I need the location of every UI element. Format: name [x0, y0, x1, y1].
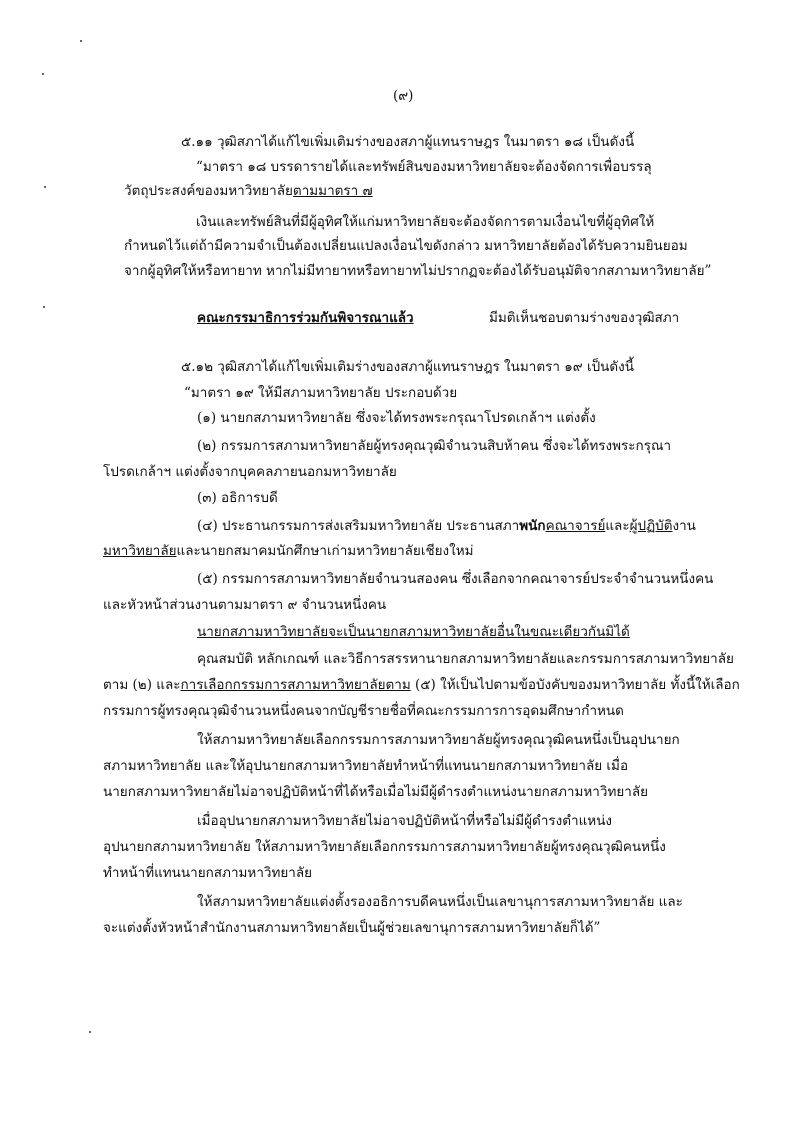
paragraph-line: เมื่ออุปนายกสภามหาวิทยาลัยไม่อาจปฏิบัติหน้าที่หรือไม่มีผู้ดำรงตำแหน่ง: [197, 813, 613, 829]
paragraph-line: ทำหน้าที่แทนนายกสภามหาวิทยาลัย: [103, 865, 313, 881]
list-item: (๑) นายกสภามหาวิทยาลัย ซึ่งจะได้ทรงพระกรุณาโปรดเกล้าฯ แต่งตั้ง: [197, 410, 596, 426]
section-5-11-text: “มาตรา ๑๘ บรรดารายได้และทรัพย์สินของมหาวิทยาลัยจะต้องจัดการเพื่อบรรลุ: [196, 159, 652, 175]
list-item: (๒) กรรมการสภามหาวิทยาลัยผู้ทรงคุณวุฒิจำนวนสิบห้าคน ซึ่งจะได้ทรงพระกรุณา: [197, 438, 672, 454]
paragraph-line: [103, 675, 740, 695]
paragraph-line: สภามหาวิทยาลัย และให้อุปนายกสภามหาวิทยาลัยทำหน้าที่แทนนายกสภามหาวิทยาลัย เมื่อ: [103, 758, 629, 774]
section-5-12-heading: ๕.๑๒ วุฒิสภาได้แก้ไขเพิ่มเติมร่างของสภาผู้แทนราษฎร ในมาตรา ๑๙ เป็นดังนี้: [181, 359, 634, 375]
section-5-11-text: [124, 181, 373, 201]
underlined-amendment: ตามมาตรา ๗: [292, 183, 373, 199]
text-run: และนายกสมาคมนักศึกษาเก่ามหาวิทยาลัยเชียงใหม่: [176, 543, 474, 559]
list-item: และหัวหน้าส่วนงานตามมาตรา ๙ จำนวนหนึ่งคน: [103, 597, 387, 613]
underlined-amendment: นายกสภามหาวิทยาลัยจะเป็นนายกสภามหาวิทยาลัยอื่นในขณะเดียวกันมิได้: [197, 624, 630, 640]
section-5-11-text: จากผู้อุทิศให้หรือทายาท หากไม่มีทายาทหรือทายาทไม่ปรากฏจะต้องได้รับอนุมัติจากสภามหาวิทยาลัย”: [124, 263, 712, 279]
paragraph-line: นายกสภามหาวิทยาลัยไม่อาจปฏิบัติหน้าที่ได้หรือเมื่อไม่มีผู้ดำรงตำแหน่งนายกสภามหาวิทยาลัย: [103, 784, 649, 800]
section-5-12-text: “มาตรา ๑๙ ให้มีสภามหาวิทยาลัย ประกอบด้วย: [184, 385, 458, 401]
text-run: (๔) ประธานกรรมการส่งเสริมมหาวิทยาลัย ประธานสภา: [197, 518, 520, 534]
underlined-amendment: การเลือกกรรมการสภามหาวิทยาลัยตาม: [180, 677, 411, 693]
paragraph-line: ให้สภามหาวิทยาลัยแต่งตั้งรองอธิการบดีคนหนึ่งเป็นเลขานุการสภามหาวิทยาลัย และ: [197, 894, 683, 910]
list-item: (๓) อธิการบดี: [197, 490, 278, 506]
scan-speck: [43, 306, 45, 308]
section-5-11-text: เงินและทรัพย์สินที่มีผู้อุทิศให้แก่มหาวิทยาลัยจะต้องจัดการตามเงื่อนไขที่ผู้อุทิศให้: [196, 214, 655, 230]
committee-label: คณะกรรมาธิการร่วมกันพิจารณาแล้ว: [197, 310, 414, 326]
text-run: งาน: [672, 518, 696, 534]
section-5-11-heading: ๕.๑๑ วุฒิสภาได้แก้ไขเพิ่มเติมร่างของสภาผู้แทนราษฎร ในมาตรา ๑๘ เป็นดังนี้: [181, 134, 635, 150]
text-run: (๕) ให้เป็นไปตามข้อบังคับของมหาวิทยาลัย ทั้งนี้ให้เลือก: [410, 677, 740, 693]
paragraph-line: คุณสมบัติ หลักเกณฑ์ และวิธีการสรรหานายกสภามหาวิทยาลัยและกรรมการสภามหาวิทยาลัย: [197, 651, 734, 667]
text-run: และ: [605, 518, 630, 534]
scan-speck: [80, 40, 82, 42]
underlined-amendment: คณาจารย์: [545, 518, 606, 534]
list-item: (๕) กรรมการสภามหาวิทยาลัยจำนวนสองคน ซึ่งเลือกจากคณาจารย์ประจำจำนวนหนึ่งคน: [197, 571, 714, 587]
text-run: ตาม (๒) และ: [103, 677, 181, 693]
paragraph-line: อุปนายกสภามหาวิทยาลัย ให้สภามหาวิทยาลัยเลือกกรรมการสภามหาวิทยาลัยผู้ทรงคุณวุฒิคนหนึ่ง: [103, 839, 666, 855]
scan-speck: [89, 1031, 91, 1033]
paragraph-line: กรรมการผู้ทรงคุณวุฒิจำนวนหนึ่งคนจากบัญชีรายชื่อที่คณะกรรมการการอุดมศึกษากำหนด: [103, 703, 624, 719]
scan-speck: [44, 186, 46, 188]
list-item: [197, 516, 696, 536]
list-item: [103, 541, 474, 561]
bold-amendment: พนัก: [519, 518, 546, 534]
committee-opinion: มีมติเห็นชอบตามร่างของวุฒิสภา: [489, 310, 680, 326]
underlined-amendment: ผู้ปฏิบัติ: [629, 518, 673, 534]
page-number: (๙): [393, 88, 414, 104]
paragraph-line: จะแต่งตั้งหัวหน้าสำนักงานสภามหาวิทยาลัยเป็นผู้ช่วยเลขานุการสภามหาวิทยาลัยก็ได้”: [103, 920, 601, 936]
text-run: วัตถุประสงค์ของมหาวิทยาลัย: [124, 183, 293, 199]
list-item: โปรดเกล้าฯ แต่งตั้งจากบุคคลภายนอกมหาวิทยาลัย: [103, 464, 397, 480]
section-5-11-text: กำหนดไว้แต่ถ้ามีความจำเป็นต้องเปลี่ยนแปลงเงื่อนไขดังกล่าว มหาวิทยาลัยต้องได้รับความยินยอม: [124, 238, 688, 254]
paragraph-line: ให้สภามหาวิทยาลัยเลือกกรรมการสภามหาวิทยาลัยผู้ทรงคุณวุฒิคนหนึ่งเป็นอุปนายก: [197, 732, 680, 748]
underlined-amendment: มหาวิทยาลัย: [103, 543, 177, 559]
scan-speck: [42, 73, 44, 75]
